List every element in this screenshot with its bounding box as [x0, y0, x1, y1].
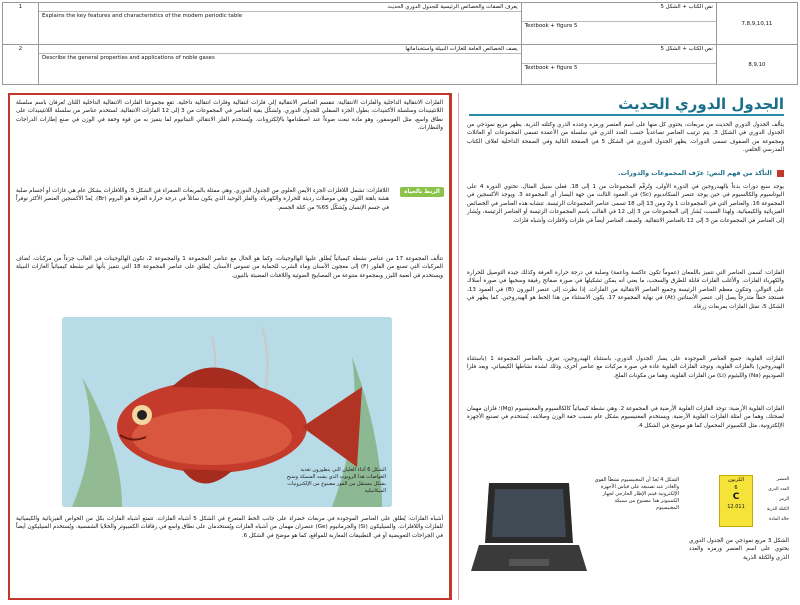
objective-en: Describe the general properties and applications of noble gases	[42, 55, 215, 61]
laptop-illustration	[469, 475, 589, 585]
laptop-figure	[469, 471, 679, 591]
diagram-label: حالة المادة	[769, 517, 789, 522]
table-row	[3, 45, 798, 85]
diagram-label: الكتلة الذرية	[766, 507, 789, 512]
objective-ar: يعرف الصفات والخصائص الرئيسية للجدول الدوري الحديث	[387, 4, 518, 10]
left-page	[8, 93, 452, 600]
intro-paragraph: يتألف الجدول الدوري الحديث من مربعات، يحتوي كل منها على اسم العنصر ورمزه وعدده الذري وكتلته الذرية. يظهر مربع نموذجي من الجدول الدوري في الشكل 3. يتم ترتيب العناصر تصاعدياً حسب العدد الذري في سلسلة من الأعمدة تسمى المجموعات أو العائلات ومجموعة من الصفوف تسمى الدورات. يظهر الجدول الدوري في الشكل 5 في الصفحة التالية وفي الصفحة الداخلية لغلاف الكتاب المدرسي الخلفي.	[467, 122, 785, 154]
pages-cell: 8,9,10	[716, 45, 797, 85]
transition-metals-paragraph: الفلزات الانتقالية الداخلية والفلزات الانتقالية: تنقسم العناصر الانتقالية إلى فلزات انتقالية وفلزات انتقالية داخلية. تقع مجموعتا الفلزات الانتقالية الداخلية اللتان تُعرفان باسم سلسلة اللانثينيدات وسلسلة الأكتنيدات، بطول الجزء السفلي للجدول الدوري. وتُشكّل بقية العناصر في المجموعات من 3 إلى 12 الفلزات الانتقالية. تُستخدم عناصر من سلسلة اللانثينيدات على نطاق واسع، مثل الفوسفور، وهو مادة تبعث ضوءاً عند اصطدامها بالإلكترونات. ويُستخدم الفلز الانتقالي التيتانيوم لما يتميز به من قوة وخفة في الوزن في صنع إطارات الدراجات والنظارات.	[16, 100, 443, 132]
metalloids-paragraph: أشباه الفلزات: يُطلق على العناصر الموجودة في مربعات خضراء على جانب الخط المتعرج في الشكل 5 أشباه الفلزات. تتمتع أشباه الفلزات بكل من الخواص الفيزيائية والكيميائية للفلزات واللافلزات. والسيليكون (Si) والجرمانيوم (Ge) عنصران مهمان من أشباه الفلزات ويُستخدمان على نطاق واسع في رقاقات الكمبيوتر والخلايا الشمسية. ويُستخدم السيليكون أيضاً في الجراحات التعويضية أو في التطبيقات المعاربة للمواقع، كما هو موضح في الشكل 6.	[16, 516, 443, 539]
atomic-mass: 12.011	[727, 504, 745, 510]
reading-check	[618, 169, 784, 177]
resource-ar: نص الكتاب + الشكل 5	[660, 46, 713, 52]
page-title: الجدول الدوري الحديث	[618, 95, 784, 113]
resource-ar: نص الكتاب + الشكل 5	[660, 4, 713, 10]
alkali-metals-paragraph: الفلزات القلوية: جميع العناصر الموجودة على يسار الجدول الدوري، باستثناء الهيدروجين، تعرف بالعناصر المجموعة 1 (باستثناء الهيدروجين) بالفلزات القلوية. وتوجد الفلزات القلوية عادة في صورة مركبات مع عناصر أخرى، وذلك لشدة نشاطها الكيميائي. ويعد فلزا الصوديوم (Na) والليثيوم (Li) من الفلزات القلوية، وهما من مكونات الملح.	[467, 356, 784, 379]
objective-ar: يصف الخصائص العامة للغازات النبيلة واستخداماتها	[405, 46, 518, 52]
fish-figure-caption: الشكل 6 أثناء الغليان التي يتطورون تغذية الغواصات هذا الروبوت الذي يشبه السمكة وسبح بشكل مستقل من الفوز مصنوع من الإلكترونيات الميكانيكية	[286, 467, 386, 494]
element-name: الكربون	[727, 477, 745, 483]
title-underline	[469, 114, 784, 116]
diagram-labels	[755, 475, 789, 525]
table-row	[3, 3, 798, 45]
real-life-badge: الربط بالحياة	[400, 187, 444, 197]
row-number: 2	[3, 45, 39, 85]
check-square-icon	[777, 170, 784, 177]
textbook-page	[8, 93, 792, 600]
right-page	[458, 93, 792, 600]
laptop-caption: الشكل 4 يُعدّ أن المغنيسيوم نشطاً القوي والغادر عند تصنيعه على قياس الأجهزة الإلكترونية فيتم الإطار الخارجي لجهاز الكمبيوتر هذا مصنوع من سبيكة المغنيسيوم	[594, 477, 679, 511]
resource-cell	[521, 3, 716, 45]
resource-cell	[521, 45, 716, 85]
diagram-label: الرمز	[779, 497, 789, 502]
groups-periods-paragraph: يوجد سبع دورات بدءاً بالهيدروجين في الدورة الأولى، وتُرقّم المجموعات من 1 إلى 18. فعلى سبيل المثال، تحتوي الدورة 4 على البوتاسيوم والكالسيوم في حين يوجد عنصر السكانديوم (Sc) في العمود الثالث من جهة اليسار أي المجموعة 3. ويوجد الأكسجين في المجموعة 16. والعناصر التي في المجموعات 1 و2 ومن 13 إلى 18 تسمى عناصر المجموعات الرئيسة. تتشابه هذه العناصر في الخصائص الفيزيائية والكيميائية. ولهذا السبب، يُشار إلى المجموعات من 3 إلى 12 في القالب باسم المجموعات الرئيسة أو العناصر الرئيسة، ويُشار إلى العناصر في المجموعات من 3 إلى 12 بالعناصر الانتقالية. وتُصنف العناصر أيضاً في فلزات ولافلزات وأشباه فلزات.	[467, 184, 785, 224]
diagram-caption: الشكل 3 مربع نموذجي من الجدول الدوري يحتوي على اسم العنصر ورمزه والعدد الذري والكتلة الذرية	[689, 538, 789, 561]
element-symbol: C	[732, 492, 740, 502]
diagram-label: العدد الذري	[768, 487, 789, 492]
atomic-number: 6	[734, 485, 738, 491]
pages-cell: 7,8,9,10,11	[716, 3, 797, 45]
objectives-table	[2, 2, 798, 85]
objective-cell	[39, 3, 522, 45]
alkaline-earth-paragraph: الفلزات القلوية الأرضية: توجد الفلزات القلوية الأرضية في المجموعة 2. وهي نشطة كيميائياً كالكالسيوم والمغنيسيوم (Mg)؛ فلزان مهمان لصحتك، وهما من أمثلة الفلزات القلوية الأرضية. ويستخدم المغنيسيوم بشكل عام بسبب خفة الوزن وصلابته، يُستخدم في تصنيع الأجهزة الإلكترونية، مثل الكمبيوتر المحمول كما هو موضح في الشكل 4.	[467, 406, 784, 429]
fish-robot-figure	[62, 317, 392, 507]
objective-cell	[39, 45, 522, 85]
resource-en: Textbook + figure 5	[524, 23, 578, 29]
diagram-label: العنصر	[776, 477, 789, 482]
nonmetals-paragraph: اللافلزات: تشمل اللافلزات الجزء الأيمن العلوي من الجدول الدوري. وهي ممثلة بالمربعات الصفراء في الشكل 5. واللافلزات بشكل عام هي غازات أو أجسام صلبة هشة باهتة اللون. وهي موصلات رديئة للحرارة والكهرباء. والفلز الوحيد الذي يكون سائلاً في درجة حرارة الغرفة هو البروم (Br). يُعدّ الأكسجين العنصر الأكثر توفراً في جسم الإنسان ويُشكّل 65% من كتلة الجسم.	[16, 188, 389, 211]
element-square-diagram	[689, 471, 789, 591]
halogens-paragraph: تتألف المجموعة 17 من عناصر نشطة كيميائياً يُطلق عليها الهالوجينات، وكما هو الحال مع عناصر المجموعة 1 والمجموعة 2، تكون الهالوجينات في الغالب جزءاً من مركبات. تُضاف المركبات التي تصنع من الفلور (F) إلى معجون الأسنان وماء الشرب للحماية من تسوس الأسنان. يُطلق على عناصر المجموعة 18 التي تتميز بأنها غير نشطة كيميائياً الغازات النبيلة ويستخدم في أنعمة الليزر وبمجموعة متنوعة من المصابيح الضوئية واللافتات المضيئة بالنيون.	[16, 256, 443, 279]
metals-paragraph: الفلزات: تُسمى العناصر التي تتميز باللمعان (عموماً تكون عاكسة وناعمة) وصلبة في درجة حرارة الغرفة وكذلك جيدة التوصيل للحرارة والكهرباء الفلزات. والأغلب الفلزات قابلة للطرق والسحب، ما يعني أنه يمكن تشكيلها في صورة صفائح رقيقة وسحبها في صورة أسلاك على التوالي. وتتكون معظم العناصر الرئيسة وجميع العناصر الانتقالية من الفلزات. إذا نظرت إلى عنصر البورون (B) في العمود 13، فستجد خطاً متدرجاً يصل إلى عنصر الأستاتين (At) في نهاية المجموعة 17. يكون الاستثناء من هذا الخط هو الهيدروجين. كما يظهر في الشكل 5، تمثل الفلزات بمربعات زرقاء.	[467, 270, 784, 310]
row-number: 1	[3, 3, 39, 45]
element-square	[719, 475, 753, 527]
resource-en: Textbook + figure 5	[524, 65, 578, 71]
objective-en: Explains the key features and characteristics of the modern periodic table	[42, 13, 243, 19]
reading-check-text: التأكد من فهم النص: عرّف المجموعات والدورات.	[618, 169, 772, 177]
